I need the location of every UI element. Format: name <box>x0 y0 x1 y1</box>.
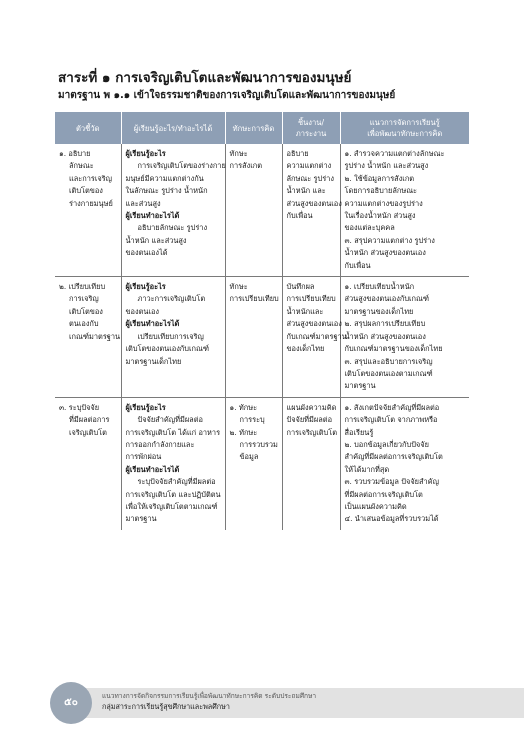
cell-line: การเจริญเติบโต และปฏิบัติตน <box>125 489 221 499</box>
cell-task <box>282 397 340 530</box>
cell-line: ๓. รวบรวมข้อมูล ปัจจัยสำคัญ <box>344 477 439 487</box>
cell-line: การระบุ <box>239 415 265 425</box>
cell-line: ความแตกต่าง <box>286 161 332 171</box>
cell-line: ปัจจัยสำคัญที่มีผลต่อ <box>137 415 203 425</box>
cell-line: ผู้เรียนรู้อะไร <box>125 149 166 158</box>
cell-line: เติบโตของตนเองกับเกณฑ์ <box>125 344 209 354</box>
cell-line: ส่วนสูงของตนเอง <box>286 198 342 208</box>
cell-line: ปัจจัยที่มีผลต่อ <box>286 415 333 425</box>
cell-line: น้ำหนัก ส่วนสูงของตนเอง <box>344 248 426 258</box>
cell-line: ข้อมูล <box>239 452 259 462</box>
cell-line: การสังเกต <box>229 161 263 171</box>
cell-line: ผู้เรียนทำอะไรได้ <box>125 319 180 329</box>
page-title: สาระที่ ๑ การเจริญเติบโตและพัฒนาการของมนุษย์ <box>58 70 352 86</box>
header-indicator: ตัวชี้วัด <box>55 112 121 144</box>
cell-line: รูปร่าง น้ำหนัก และส่วนสูง <box>344 161 429 171</box>
cell-line: ผู้เรียนรู้อะไร <box>125 402 166 412</box>
cell-line: และการเจริญ <box>69 173 112 183</box>
cell-line: ๒. ทักษะ <box>229 427 258 437</box>
header-approach-line1: แนวการจัดการเรียนรู้ <box>369 118 440 127</box>
cell-line: ๑. อธิบาย <box>59 149 91 158</box>
table-row <box>55 277 469 398</box>
cell-line: การเจริญเติบโต <box>286 427 338 437</box>
cell-line: ๒. สรุปผลการเปรียบเทียบ <box>344 319 426 329</box>
cell-line: เพื่อให้เจริญเติบโตตามเกณฑ์ <box>125 501 218 511</box>
cell-indicator <box>55 397 121 530</box>
table-row <box>55 397 469 530</box>
cell-line: การรวบรวม <box>239 439 278 449</box>
cell-learning <box>121 144 225 277</box>
cell-thinking-skill <box>225 144 282 277</box>
cell-line: ภาวะการเจริญเติบโต <box>137 294 206 304</box>
cell-line: เกณฑ์มาตรฐาน <box>69 331 121 341</box>
cell-line: ๒. ใช้ข้อมูลการสังเกต <box>344 173 415 183</box>
cell-line: เติบโตของ <box>69 306 103 316</box>
cell-line: ทักษะ <box>229 149 248 158</box>
cell-line: สำคัญที่มีผลต่อการเจริญเติบโต <box>344 452 443 462</box>
cell-line: บันทึกผล <box>286 282 315 292</box>
cell-line: ๔. นำเสนอข้อมูลที่รวบรวมได้ <box>344 514 439 524</box>
cell-line: แผนผังความคิด <box>286 402 337 412</box>
cell-task <box>282 144 340 277</box>
cell-line: ในเรื่องน้ำหนัก ส่วนสูง <box>344 211 416 221</box>
footer-subject-area: กลุ่มสาระการเรียนรู้สุขศึกษาและพลศึกษา <box>102 702 230 711</box>
cell-line: การเปรียบเทียบ <box>286 294 336 304</box>
cell-line: การพักผ่อน <box>125 452 162 462</box>
cell-line: มาตรฐานของเด็กไทย <box>344 306 414 316</box>
cell-line: ของแต่ละบุคคล <box>344 223 395 233</box>
cell-line: ของเด็กไทย <box>286 344 325 354</box>
cell-line: มนุษย์มีความแตกต่างกัน <box>125 173 204 183</box>
cell-line: ผู้เรียนรู้อะไร <box>125 282 166 292</box>
cell-line: กับเกณฑ์มาตรฐาน <box>286 331 347 341</box>
cell-line: น้ำหนัก และ <box>286 186 326 196</box>
cell-line: เติบโตของ <box>69 186 103 196</box>
cell-line: ที่มีผลต่อการ <box>69 415 110 425</box>
cell-line: ในลักษณะ รูปร่าง น้ำหนัก <box>125 186 208 196</box>
header-task-line1: ชิ้นงาน/ <box>297 118 325 127</box>
header-task <box>282 112 340 144</box>
cell-approach <box>340 397 469 530</box>
cell-line: การเจริญ <box>69 294 99 304</box>
cell-line: ผู้เรียนทำอะไรได้ <box>125 211 180 221</box>
cell-line: ลักษณะ รูปร่าง <box>286 173 334 183</box>
cell-line: การเจริญเติบโตของร่างกาย <box>137 161 226 171</box>
header-approach <box>340 112 469 144</box>
header-thinking-skill: ทักษะการคิด <box>225 112 282 144</box>
cell-line: ตนเองกับ <box>69 319 99 329</box>
cell-line: ให้ได้มากที่สุด <box>344 464 390 474</box>
cell-approach <box>340 277 469 398</box>
cell-line: ๒. บอกข้อมูลเกี่ยวกับปัจจัย <box>344 439 429 449</box>
cell-line: มาตรฐาน <box>125 514 157 524</box>
cell-approach <box>340 144 469 277</box>
cell-learning <box>121 397 225 530</box>
curriculum-table <box>55 112 469 530</box>
cell-indicator <box>55 277 121 398</box>
cell-line: ส่วนสูงของตนเอง <box>286 319 342 329</box>
cell-line: ร่างกายมนุษย์ <box>69 198 113 208</box>
cell-task <box>282 277 347 398</box>
cell-line: ๑. เปรียบเทียบน้ำหนัก <box>344 282 415 292</box>
cell-thinking-skill <box>225 277 282 398</box>
cell-line: เปรียบเทียบการเจริญ <box>137 331 204 341</box>
cell-line: มาตรฐานเด็กไทย <box>125 356 182 366</box>
cell-line: อธิบาย <box>286 149 309 158</box>
cell-line: การเจริญเติบโต ได้แก่ อาหาร <box>125 427 221 437</box>
cell-line: ๑. สังเกตปัจจัยสำคัญที่มีผลต่อ <box>344 402 440 412</box>
cell-line: และส่วนสูง <box>125 198 161 208</box>
cell-line: ๒. เปรียบเทียบ <box>59 282 106 292</box>
cell-line: ๓. สรุปและอธิบายการเจริญ <box>344 356 433 366</box>
cell-line: ของตนเอง <box>125 306 160 316</box>
cell-line: ลักษณะ <box>69 161 94 171</box>
cell-line: มาตรฐาน <box>344 381 376 391</box>
cell-line: เป็นแผนผังความคิด <box>344 501 407 511</box>
page-subtitle: มาตรฐาน พ ๑.๑ เข้าใจธรรมชาติของการเจริญเติบโตและพัฒนาการของมนุษย์ <box>58 90 396 101</box>
cell-line: เจริญเติบโต <box>69 427 107 437</box>
cell-line: ผู้เรียนทำอะไรได้ <box>125 464 180 474</box>
cell-line: ๑. ทักษะ <box>229 402 258 412</box>
cell-line: สื่อเรียนรู้ <box>344 427 374 437</box>
cell-line: การเจริญเติบโต จากภาพหรือ <box>344 415 438 425</box>
header-learning: ผู้เรียนรู้อะไร/ทำอะไรได้ <box>121 112 225 144</box>
cell-line: น้ำหนัก ส่วนสูงของตนเอง <box>344 331 426 341</box>
cell-line: ๓. ระบุปัจจัย <box>59 402 100 412</box>
cell-line: การเปรียบเทียบ <box>229 294 279 304</box>
cell-thinking-skill <box>225 397 282 530</box>
cell-line: กับเกณฑ์มาตรฐานของเด็กไทย <box>344 344 443 354</box>
cell-line: กับเพื่อน <box>286 211 313 221</box>
page-number-badge: ๕๐ <box>50 682 92 724</box>
cell-line: น้ำหนัก และส่วนสูง <box>125 235 187 245</box>
header-task-line2: ภาระงาน <box>295 129 327 138</box>
cell-line: โดยการอธิบายลักษณะ <box>344 186 418 196</box>
footer-book-title: แนวทางการจัดกิจกรรมการเรียนรู้เพื่อพัฒนาทักษะการคิด ระดับประถมศึกษา <box>102 692 317 700</box>
cell-line: น้ำหนักและ <box>286 306 324 316</box>
cell-line: เติบโตของตนเองตามเกณฑ์ <box>344 368 433 378</box>
cell-line: ๓. สรุปความแตกต่าง รูปร่าง <box>344 235 435 245</box>
cell-line: อธิบายลักษณะ รูปร่าง <box>137 223 208 233</box>
cell-line: ที่มีผลต่อการเจริญเติบโต <box>344 489 423 499</box>
cell-line: กับเพื่อน <box>344 260 371 270</box>
table-header-row <box>55 112 469 144</box>
cell-indicator <box>55 144 121 277</box>
cell-learning <box>121 277 225 398</box>
table-row <box>55 144 469 277</box>
cell-line: ส่วนสูงของตนเองกับเกณฑ์ <box>344 294 430 304</box>
cell-line: ความแตกต่างของรูปร่าง <box>344 198 423 208</box>
header-approach-line2: เพื่อพัฒนาทักษะการคิด <box>367 129 443 138</box>
cell-line: ของตนเองได้ <box>125 248 168 258</box>
cell-line: ระบุปัจจัยสำคัญที่มีผลต่อ <box>137 477 216 487</box>
cell-line: ๑. สำรวจความแตกต่างลักษณะ <box>344 149 445 158</box>
cell-line: การออกกำลังกายและ <box>125 439 195 449</box>
cell-line: ทักษะ <box>229 282 248 292</box>
